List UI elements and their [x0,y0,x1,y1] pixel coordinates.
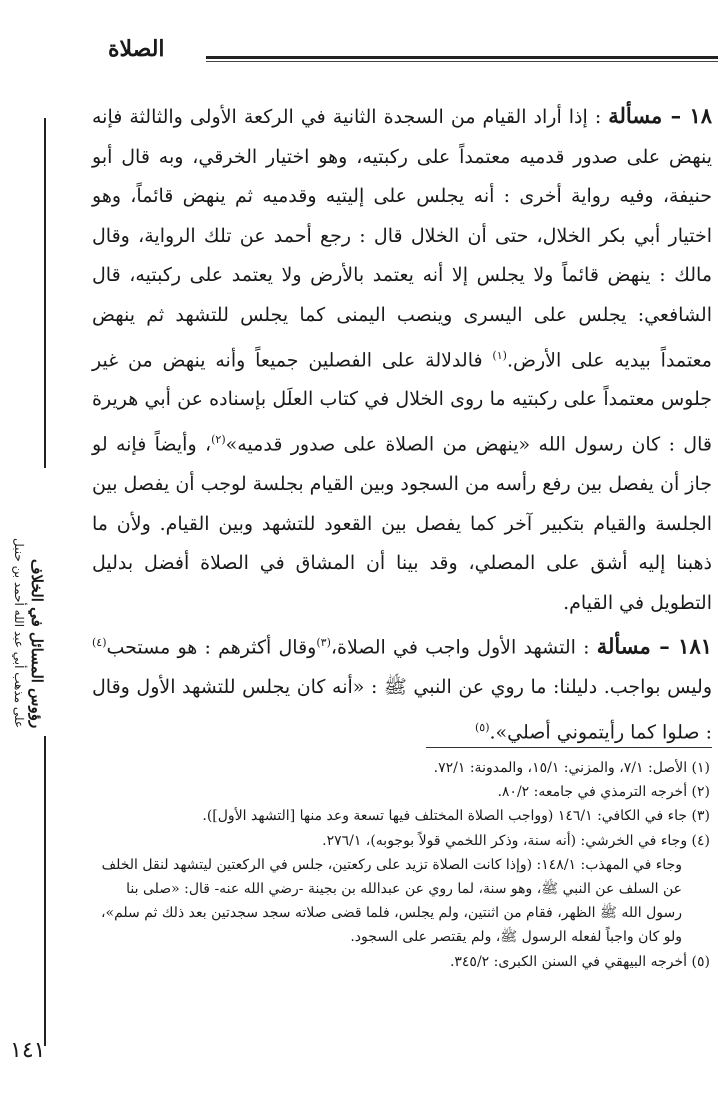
footnote-ref: (٣) [316,636,331,650]
footnote: (٥) أخرجه البيهقي في السنن الكبرى: ٣٤٥/٢. [449,953,710,970]
footnote-separator [426,747,712,748]
masala-18 [92,96,712,623]
masala-text: : إذا أراد القيام من السجدة الثانية في الركعة الأولى والثالثة فإنه ينهض على صدور قدميه معتمداً على ركبتيه، وهو اختيار الخرقي، وبه قال أبو حنيفة، وفيه رواية أخرى : أنه يجلس على إليتيه وقدميه ثم ينهض قائماً، وهو اختيار أبي بكر الخلال، حتى أن الخلال قال : رجع أحمد عن تلك الرواية، وقال مالك : ينهض قائماً ولا يجلس إلا أنه يعتمد بالأرض ولا يعتمد على ركبتيه، قال الشافعي: يجلس على اليسرى وينصب اليمنى كما يجلس للتشهد ثم ينهض معتمداً بيديه على الأرض. [92,106,712,371]
masala-label: مسألة [608,103,663,128]
masala-181 [92,623,712,752]
masala-number: ١٨١ – [650,633,713,659]
masala-text: ، وأيضاً فإنه لو جاز أن يفصل بين رفع رأسه من السجود وبين القيام بجلسة لوجب أن يفصل بين الجلسة والقيام بتكبير آخر كما يفصل بين القعود للتشهد وبين القيام. ولأن ما ذهبنا إليه أشق على المصلي، وقد بينا أن المشاق في الصلاة أفضل بدليل التطويل في القيام. [92,433,712,614]
side-book-title [12,478,46,728]
masala-text: وليس بواجب. دليلنا: ما روي عن النبي ﷺ : «أنه كان يجلس للتشهد الأول وقال : صلوا كما رأيتموني أصلي». [92,676,712,744]
masala-text: : التشهد الأول واجب في الصلاة، [330,636,590,659]
masala-label: مسألة [596,633,651,659]
footnote: (٤) وجاء في الخرشي: (أنه سنة، وذكر اللخمي قولاً بوجوبه)، ٢٧٦/١. [322,832,710,849]
footnotes [86,756,710,974]
side-rule-bottom [44,736,46,1046]
footnote: (٣) جاء في الكافي: ١٤٦/١ (وواجب الصلاة المختلف فيها تسعة وعد منها [التشهد الأول]). [202,808,710,825]
page-number: ١٤١ [10,1038,46,1063]
page-header-title: الصلاة [108,36,165,62]
footnote-ref: (٢) [211,433,226,447]
side-subtitle: على مذهب أبي عبد الله أحمد بن حنبل [12,537,26,728]
footnote-ref: (٤) [92,636,107,650]
masala-number: ١٨ – [662,103,712,128]
footnote-ref: (١) [492,348,507,362]
header-rule [206,56,718,59]
side-title: رؤوس المسائل في الخلاف [28,558,46,728]
side-rule-top [44,118,46,468]
main-body [92,96,712,753]
masala-text: وقال أكثرهم : هو مستحب [106,636,317,659]
footnote: (١) الأصل: ٧/١، والمزني: ١٥/١، والمدونة: ٧٢/١. [433,760,710,776]
footnote: وجاء في المهذب: ١٤٨/١: (وإذا كانت الصلاة تزيد على ركعتين، جلس في الركعتين ليتشهد لنقل الخلف عن السلف عن النبي ﷺ، وهو سنة، لما روي عن عبدالله بن بجينة -رضي الله عنه- قال: «صلى بنا رسول الله ﷺ الظهر، فقام من اثنتين، ولم يجلس، فلما قضى صلاته سجد سجدتين بعد ذلك ثم سلم»، ولو كان واجباً لفعله الرسول ﷺ، ولم يقتصر على السجود. [101,856,682,946]
footnote-ref: (٥) [474,720,490,734]
header-rule-thin [206,61,718,62]
footnote: (٢) أخرجه الترمذي في جامعه: ٨٠/٢. [497,784,710,801]
masala-text: فالدلالة على الفصلين جميعاً وأنه ينهض من غير جلوس معتمداً على ركبتيه ما روى الخلال في كتاب العلَل بإسناده عن أبي هريرة قال : كان رسول الله «ينهض من الصلاة على صدور قدميه» [92,348,712,456]
